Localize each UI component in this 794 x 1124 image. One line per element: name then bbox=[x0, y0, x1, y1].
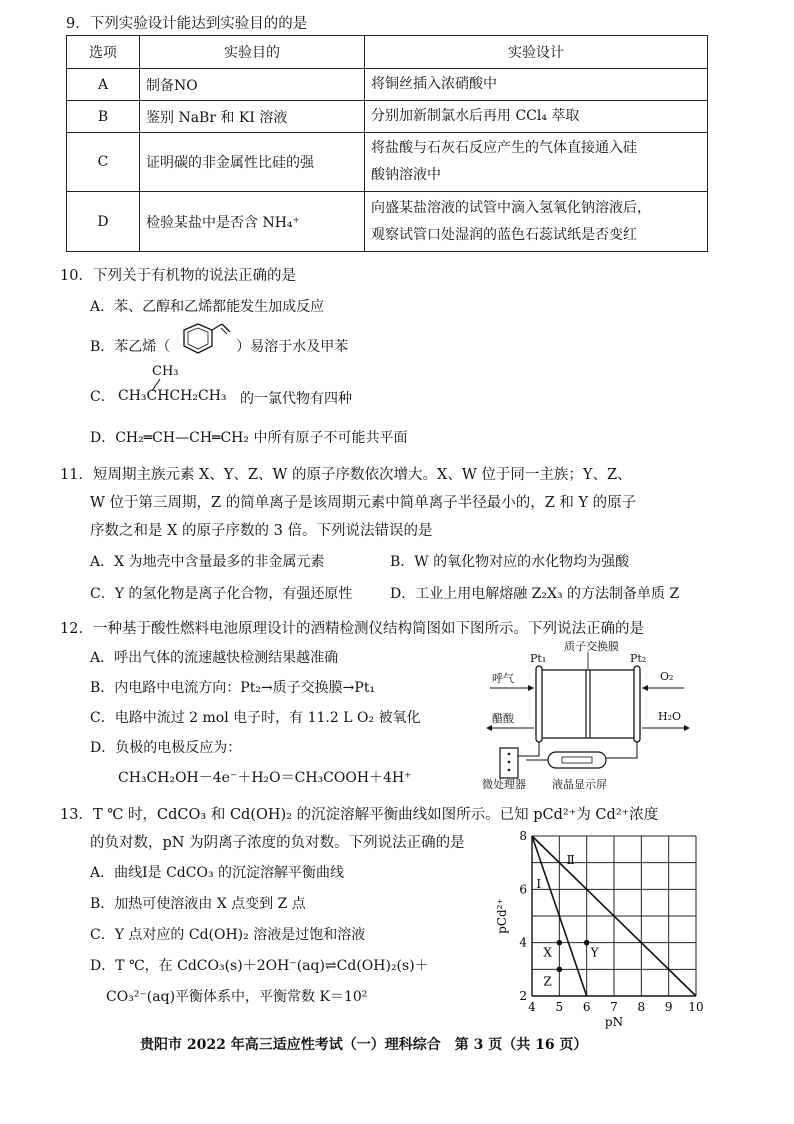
page-footer: 贵阳市 2022 年高三适应性考试（一）理科综合 第 3 页（共 16 页） bbox=[140, 1037, 588, 1053]
x-tick-label: 4 bbox=[528, 1000, 536, 1014]
header-goal: 实验目的 bbox=[140, 36, 365, 69]
row-design: 分别加新制氯水后再用 CCl₄ 萃取 bbox=[365, 101, 708, 133]
q11-option-d: D．工业上用电解熔融 Z₂X₃ 的方法制备单质 Z bbox=[390, 586, 680, 602]
q10-option-d: D．CH₂═CH—CH═CH₂ 中所有原子不可能共平面 bbox=[90, 430, 408, 446]
q11-option-a: A．X 为地壳中含量最多的非金属元素 bbox=[90, 554, 325, 570]
header-design: 实验设计 bbox=[365, 36, 708, 69]
table-row bbox=[67, 101, 708, 133]
q11-stem-line: 序数之和是 X 的原子序数的 3 倍。下列说法错误的是 bbox=[90, 523, 433, 539]
q13-option-d-line2: CO₃²⁻(aq)平衡体系中，平衡常数 K＝10² bbox=[106, 989, 368, 1005]
row-design bbox=[365, 133, 708, 192]
row-option: B bbox=[67, 101, 140, 133]
y-tick-label: 6 bbox=[519, 882, 527, 897]
lcd-label: 液晶显示屏 bbox=[552, 778, 607, 791]
acetic-acid-label: 醋酸 bbox=[492, 712, 514, 725]
membrane-label: 质子交换膜 bbox=[564, 640, 619, 653]
y-tick-label: 4 bbox=[519, 935, 527, 950]
pt2-label: Pt₂ bbox=[630, 652, 647, 665]
option-b-post: ）易溶于水及甲苯 bbox=[236, 339, 349, 355]
y-tick-label: 2 bbox=[519, 989, 527, 1003]
pt1-label: Pt₁ bbox=[530, 652, 547, 665]
styrene-structure bbox=[172, 322, 234, 360]
row-goal: 证明碳的非金属性比硅的强 bbox=[140, 133, 365, 192]
point-x bbox=[557, 940, 563, 946]
q11-option-b: B．W 的氧化物对应的水化物均为强酸 bbox=[390, 554, 630, 570]
q9-table bbox=[66, 35, 708, 252]
row-option: C bbox=[67, 133, 140, 192]
series-label-1: Ⅰ bbox=[536, 877, 542, 891]
q12-option-d: D．负极的电极反应为： bbox=[90, 740, 242, 756]
table-row bbox=[67, 192, 708, 252]
fuel-cell-svg bbox=[478, 640, 718, 790]
row-design: 将铜丝插入浓硝酸中 bbox=[365, 69, 708, 101]
point-label-z: Z bbox=[543, 974, 552, 989]
q13-option-b: B．加热可使溶液由 X 点变到 Z 点 bbox=[90, 896, 306, 912]
design-line: 酸钠溶液中 bbox=[371, 167, 441, 183]
y-tick-label: 8 bbox=[519, 829, 527, 843]
row-option: A bbox=[67, 69, 140, 101]
design-line: 向盛某盐溶液的试管中滴入氢氧化钠溶液后， bbox=[371, 199, 651, 216]
x-tick-label: 5 bbox=[555, 1000, 564, 1014]
q11-stem-line: 11．短周期主族元素 X、Y、Z、W 的原子序数依次增大。X、W 位于同一主族；Y、Z、 bbox=[60, 467, 632, 483]
x-tick-label: 10 bbox=[688, 1000, 704, 1014]
q12-option-d-equation: CH₃CH₂OH－4e⁻＋H₂O＝CH₃COOH＋4H⁺ bbox=[118, 770, 412, 786]
y-axis-label: pCd²⁺ bbox=[495, 898, 509, 934]
table-header-row bbox=[67, 36, 708, 69]
design-line: 将盐酸与石灰石反应产生的气体直接通入硅 bbox=[371, 140, 637, 156]
q10-stem: 10．下列关于有机物的说法正确的是 bbox=[60, 268, 296, 284]
x-tick-label: 9 bbox=[664, 1000, 673, 1014]
q13-option-d-line1: D．T ℃，在 CdCO₃(s)＋2OH⁻(aq)⇌Cd(OH)₂(s)＋ bbox=[90, 958, 429, 974]
table-row bbox=[67, 69, 708, 101]
row-design bbox=[365, 192, 708, 252]
x-tick-label: 6 bbox=[582, 1000, 591, 1014]
breath-label: 呼气 bbox=[492, 672, 514, 685]
point-label-x: X bbox=[543, 945, 552, 960]
q10-option-c-formula: CH₃CHCH₂CH₃ bbox=[118, 388, 227, 404]
q13-stem-line: 的负对数，pN 为阴离子浓度的负对数。下列说法正确的是 bbox=[90, 835, 465, 851]
header-option: 选项 bbox=[67, 36, 140, 69]
x-tick-label: 8 bbox=[637, 1000, 646, 1014]
design-line: 观察试管口处湿润的蓝色石蕊试纸是否变红 bbox=[371, 226, 637, 243]
q11-stem-line: W 位于第三周期，Z 的简单离子是该周期元素中简单离子半径最小的，Z 和 Y 的原子 bbox=[90, 495, 637, 511]
q10-option-a: A．苯、乙醇和乙烯都能发生加成反应 bbox=[90, 299, 325, 315]
fuel-cell-diagram bbox=[478, 640, 718, 790]
q12-stem: 12．一种基于酸性燃料电池原理设计的酒精检测仪结构简图如下图所示。下列说法正确的是 bbox=[60, 621, 644, 637]
q11-option-c: C．Y 的氢化物是离子化合物，有强还原性 bbox=[90, 586, 353, 602]
row-goal: 制备NO bbox=[140, 69, 365, 101]
x-axis-label: pN bbox=[604, 1015, 624, 1029]
row-goal: 检验某盐中是否含 NH₄⁺ bbox=[140, 192, 365, 252]
solubility-chart bbox=[488, 826, 718, 1036]
row-goal: 鉴别 NaBr 和 KI 溶液 bbox=[140, 101, 365, 133]
microprocessor-label: 微处理器 bbox=[482, 778, 526, 791]
o2-label: O₂ bbox=[660, 670, 674, 683]
q13-option-c: C．Y 点对应的 Cd(OH)₂ 溶液是过饱和溶液 bbox=[90, 927, 366, 943]
q13-option-a: A．曲线Ⅰ是 CdCO₃ 的沉淀溶解平衡曲线 bbox=[90, 865, 345, 881]
point-y bbox=[584, 940, 590, 946]
point-label-y: Y bbox=[590, 945, 599, 960]
q9-stem: 9．下列实验设计能达到实验目的的是 bbox=[66, 16, 308, 32]
water-label: H₂O bbox=[658, 710, 682, 723]
option-b-pre: B．苯乙烯（ bbox=[90, 339, 171, 355]
q12-option-c: C．电路中流过 2 mol 电子时，有 11.2 L O₂ 被氧化 bbox=[90, 710, 421, 726]
x-tick-label: 7 bbox=[610, 1000, 618, 1014]
row-option: D bbox=[67, 192, 140, 252]
table-row bbox=[67, 133, 708, 192]
point-z bbox=[557, 967, 563, 973]
q10-option-b bbox=[90, 334, 348, 360]
q12-option-b: B．内电路中电流方向：Pt₂→质子交换膜→Pt₁ bbox=[90, 680, 376, 696]
series-label-2: Ⅱ bbox=[566, 853, 575, 867]
q13-stem-line: 13．T ℃ 时，CdCO₃ 和 Cd(OH)₂ 的沉淀溶解平衡曲线如图所示。已知 pCd²⁺为 Cd²⁺浓度 bbox=[60, 807, 659, 823]
q10-option-c-branch: CH₃ bbox=[152, 364, 179, 379]
q10-option-c-label: C． bbox=[90, 389, 115, 405]
q12-option-a: A．呼出气体的流速越快检测结果越准确 bbox=[90, 650, 339, 666]
q10-option-c-post: 的一氯代物有四种 bbox=[240, 391, 352, 407]
